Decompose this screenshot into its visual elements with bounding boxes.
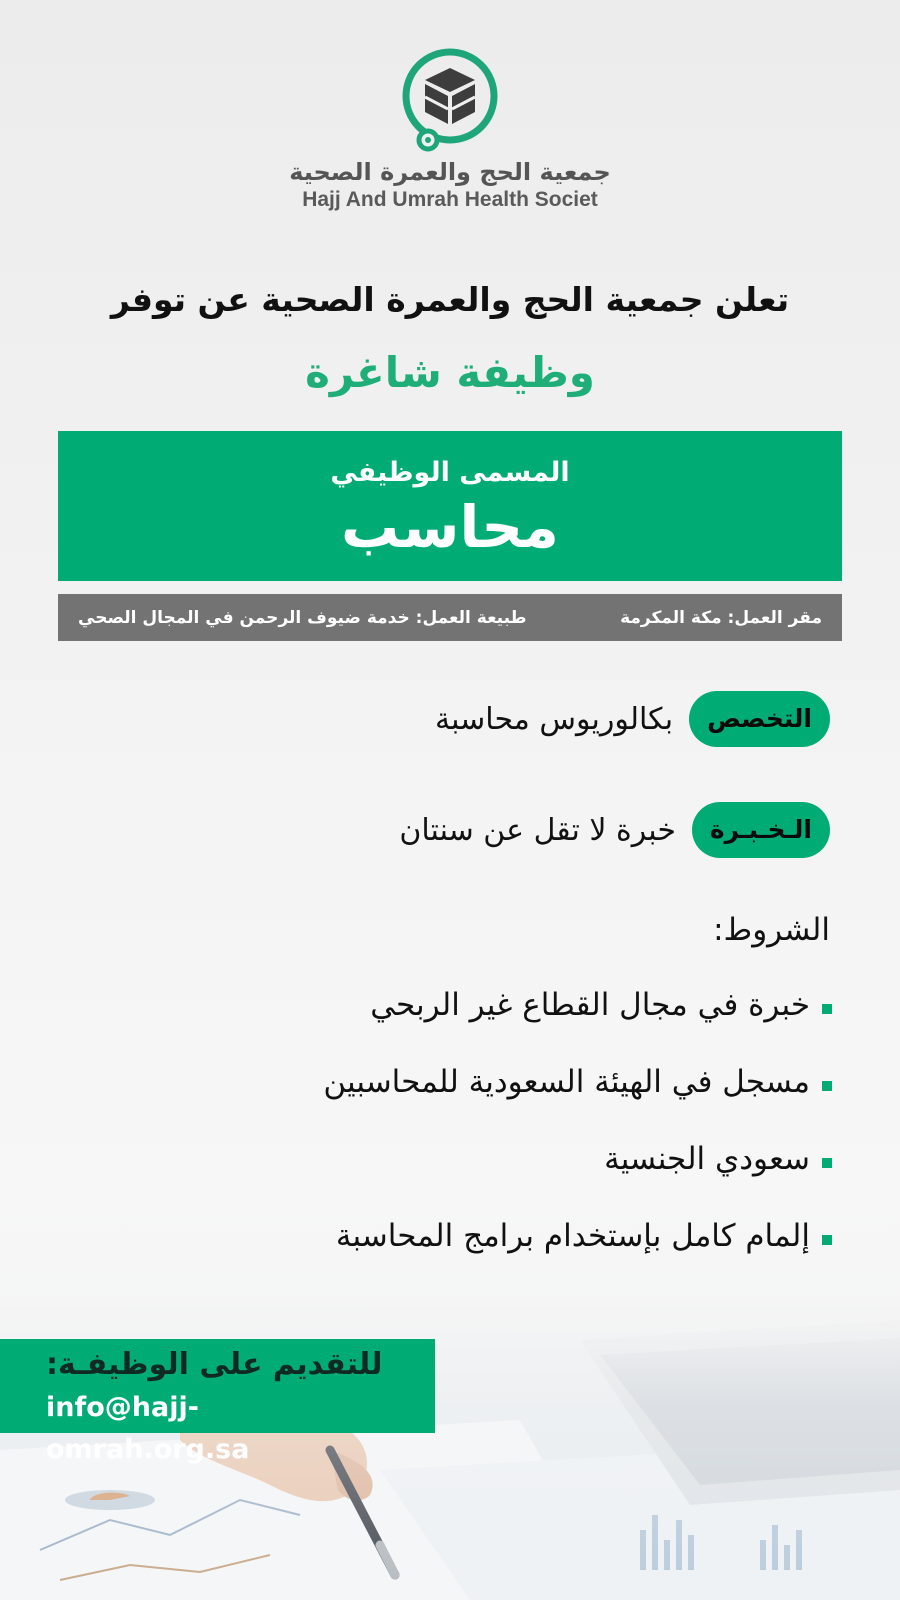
logo-name-english: Hajj And Umrah Health Societ [302,188,598,211]
experience-pill: الـخـبـرة [692,802,830,858]
bullet-square-icon [822,1158,832,1168]
work-location: مقر العمل: مكة المكرمة [620,607,822,628]
logo [0,44,900,212]
specialization-value: بكالوريوس محاسبة [435,701,674,737]
logo-name-arabic: جمعية الحج والعمرة الصحية [289,158,611,186]
work-nature: طبيعة العمل: خدمة ضيوف الرحمن في المجال الصحي [78,607,527,628]
condition-item [132,1216,832,1256]
condition-item [132,1062,832,1102]
bullet-square-icon [822,1004,832,1014]
condition-text: إلمام كامل بإستخدام برامج المحاسبة [335,1218,810,1254]
condition-item [132,1139,832,1179]
announcement-heading: تعلن جمعية الحج والعمرة الصحية عن توفر [110,280,790,319]
condition-text: مسجل في الهيئة السعودية للمحاسبين [323,1064,810,1100]
vacancy-heading: وظيفة شاغرة [305,348,595,397]
bullet-square-icon [822,1235,832,1245]
job-info-bar [58,594,842,641]
kaaba-stethoscope-icon [395,44,505,154]
specialization-pill: التخصص [689,691,830,747]
specialization-row [435,691,830,747]
conditions-list [132,985,832,1293]
apply-email[interactable]: info@hajj-omrah.org.sa [46,1392,250,1465]
apply-label: للتقديم على الوظيفـة: [46,1347,383,1382]
job-title-box [58,431,842,581]
experience-value: خبرة لا تقل عن سنتان [399,812,676,848]
bullet-square-icon [822,1081,832,1091]
condition-text: سعودي الجنسية [604,1141,810,1177]
condition-item [132,985,832,1025]
apply-box [0,1339,435,1465]
condition-text: خبرة في مجال القطاع غير الربحي [370,987,810,1023]
experience-row [399,802,830,858]
job-title-label: المسمى الوظيفي [330,457,570,488]
job-title: محاسب [341,493,559,561]
conditions-title: الشروط: [713,912,830,948]
